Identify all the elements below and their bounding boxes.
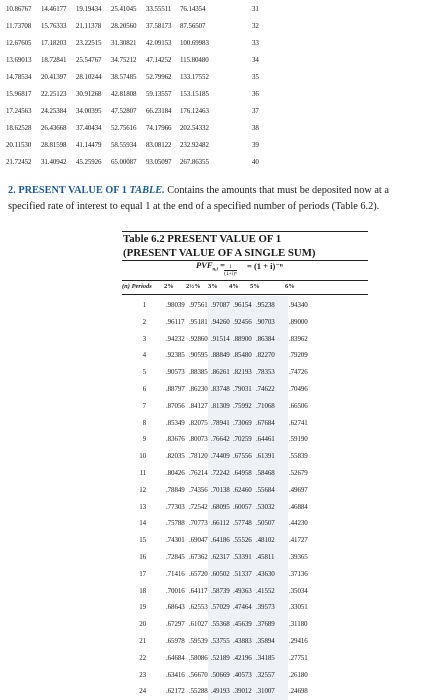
table-cell: 26.43668 <box>41 124 67 132</box>
table-row <box>0 431 422 447</box>
table-cell: .90595 <box>189 351 208 360</box>
table-cell: .90703 <box>256 317 275 326</box>
table-cell: 42.81808 <box>111 90 137 98</box>
table-cell: .60057 <box>233 502 252 511</box>
table-cell: .88797 <box>166 385 185 393</box>
table-cell: .53391 <box>233 553 252 561</box>
table-cell: 42.09153 <box>146 39 172 47</box>
table-cell: .55368 <box>211 620 230 629</box>
header-bottom-rule <box>122 294 368 295</box>
table-cell: .42196 <box>233 653 252 662</box>
table-cell: 24.25384 <box>41 107 67 115</box>
table-cell: 41.14479 <box>76 141 102 149</box>
table-cell: .82075 <box>189 418 208 427</box>
table-cell: .31007 <box>256 687 275 696</box>
formula-subscript: n,i <box>212 267 218 273</box>
continued-table-row <box>0 137 422 154</box>
table-cell: .85349 <box>166 418 185 427</box>
table-cell: 14.78534 <box>6 73 32 81</box>
table-cell: 20.41397 <box>41 73 67 81</box>
table-cell: 22.25123 <box>41 90 67 98</box>
table-cell: 17.18203 <box>41 39 67 47</box>
table-cell: .71416 <box>166 569 185 578</box>
table-cell: .88900 <box>233 334 252 343</box>
table-cell: .37136 <box>289 569 308 578</box>
period-number: 9 <box>142 435 146 444</box>
table-row <box>0 482 422 498</box>
table-cell: .62317 <box>211 553 230 561</box>
period-number: 12 <box>139 485 146 494</box>
table-cell: .76642 <box>211 435 230 444</box>
table-cell: .64684 <box>166 653 185 662</box>
table-cell: .79209 <box>289 351 308 360</box>
table-cell: .94340 <box>289 301 308 309</box>
period-number: 11 <box>139 469 146 477</box>
table-cell: .72845 <box>166 553 185 561</box>
table-cell: .80073 <box>189 435 208 444</box>
table-cell: .49193 <box>211 687 230 696</box>
table-cell: 176.12463 <box>180 107 209 115</box>
table-caption: Table 6.2 PRESENT VALUE OF 1 <box>123 233 282 245</box>
table-row <box>0 448 422 464</box>
table-cell: .47464 <box>233 603 252 612</box>
table-cell: .77303 <box>166 502 185 511</box>
table-cell: 100.69983 <box>180 39 209 47</box>
table-cell: .84127 <box>189 401 208 410</box>
table-cell: .52679 <box>289 469 308 477</box>
table-cell: .39573 <box>256 603 275 612</box>
table-cell: .35034 <box>289 586 308 595</box>
table-row <box>0 683 422 699</box>
table-cell: .75788 <box>166 519 185 528</box>
table-cell: .59190 <box>289 435 308 444</box>
table-cell: 133.17552 <box>180 73 209 81</box>
table-cell: .53755 <box>211 637 230 645</box>
table-cell: .62172 <box>166 687 185 696</box>
table-cell: 17.24563 <box>6 107 32 115</box>
table-cell: 14.46177 <box>41 5 67 13</box>
table-cell: .24698 <box>289 687 308 696</box>
table-cell: .85480 <box>233 351 252 360</box>
table-cell: .61391 <box>256 452 275 461</box>
table-cell: .45639 <box>233 620 252 629</box>
period-number: 14 <box>139 519 146 528</box>
table-cell: .35894 <box>256 637 275 645</box>
table-cell: .43883 <box>233 637 252 645</box>
period-number: 22 <box>139 653 146 662</box>
table-row <box>0 549 422 565</box>
continued-table-row <box>0 154 422 171</box>
table-cell: .67362 <box>189 553 208 561</box>
table-cell: 28.10244 <box>76 73 102 81</box>
table-cell: .86230 <box>189 385 208 393</box>
table-cell: .58739 <box>211 586 230 595</box>
table-cell: 34.00395 <box>76 107 102 115</box>
continued-table-row <box>0 86 422 103</box>
table-cell: .74622 <box>256 385 275 393</box>
table-cell: .97087 <box>211 301 230 309</box>
table-cell: 59.13557 <box>146 90 172 98</box>
section-heading <box>8 183 418 215</box>
header-rate: 2½% <box>186 283 201 290</box>
table-cell: .62741 <box>289 418 308 427</box>
table-cell: 21.11378 <box>76 22 102 30</box>
table-cell: .26180 <box>289 670 308 679</box>
section-title: PRESENT VALUE OF 1 <box>18 185 127 196</box>
table-cell: .57748 <box>233 519 252 528</box>
period-number: 34 <box>252 56 259 64</box>
table-cell: .59539 <box>189 637 208 645</box>
section-body: Contains the amounts that must be deposited now at a specified rate of interest to equal 1 at the end of a specified number of periods (Table 6.2). <box>8 185 389 212</box>
header-periods: (n) Periods <box>122 283 152 290</box>
table-cell: .87056 <box>166 401 185 410</box>
table-cell: 93.05097 <box>146 158 172 166</box>
table-cell: .48102 <box>256 536 275 545</box>
period-number: 36 <box>252 90 259 98</box>
table-row <box>0 297 422 313</box>
table-cell: .89000 <box>289 317 308 326</box>
period-number: 31 <box>252 5 259 13</box>
period-number: 40 <box>252 158 259 166</box>
table-cell: .40573 <box>233 670 252 679</box>
table-cell: .65720 <box>189 569 208 578</box>
table-row <box>0 381 422 397</box>
table-cell: .31180 <box>289 620 308 629</box>
table-cell: 12.67605 <box>6 39 32 47</box>
table-cell: .32557 <box>256 670 275 679</box>
table-cell: .94232 <box>166 334 185 343</box>
table-cell: .82035 <box>166 452 185 461</box>
table-cell: 15.76333 <box>41 22 67 30</box>
table-cell: 10.86767 <box>6 5 32 13</box>
table-cell: .43630 <box>256 569 275 578</box>
table-cell: .67297 <box>166 620 185 629</box>
table-cell: .56670 <box>189 670 208 679</box>
table-cell: .27751 <box>289 653 308 662</box>
table-cell: .70496 <box>289 385 308 393</box>
table-cell: 65.00087 <box>111 158 137 166</box>
table-cell: .70016 <box>166 586 185 595</box>
period-number: 2 <box>142 317 146 326</box>
table-cell: .41552 <box>256 586 275 595</box>
table-cell: .86384 <box>256 334 275 343</box>
table-cell: .53032 <box>256 502 275 511</box>
table-cell: 74.17966 <box>146 124 172 132</box>
table-cell: .78941 <box>211 418 230 427</box>
table-cell: .74301 <box>166 536 185 545</box>
table-cell: 19.19434 <box>76 5 102 13</box>
table-cell: .97561 <box>189 301 208 309</box>
table-cell: 23.22515 <box>76 39 102 47</box>
table-cell: .64461 <box>256 435 275 444</box>
period-number: 38 <box>252 124 259 132</box>
table-cell: 25.54767 <box>76 56 102 64</box>
table-cell: 15.96817 <box>6 90 32 98</box>
table-cell: 52.79962 <box>146 73 172 81</box>
table-cell: .46884 <box>289 502 308 511</box>
header-rate: 2% <box>164 283 174 290</box>
period-number: 13 <box>139 502 146 511</box>
table-cell: .78353 <box>256 368 275 377</box>
period-number: 6 <box>142 385 146 393</box>
table-cell: .33051 <box>289 603 308 612</box>
period-number: 7 <box>142 401 146 410</box>
table-cell: .51337 <box>233 569 252 578</box>
table-cell: 76.14354 <box>180 5 206 13</box>
table-cell: .82270 <box>256 351 275 360</box>
table-cell: 20.11530 <box>6 141 32 149</box>
formula-numerator: 1 <box>224 264 237 271</box>
header-rate: 3% <box>208 283 218 290</box>
table-cell: .70138 <box>211 485 230 494</box>
table-row <box>0 415 422 431</box>
table-cell: .88385 <box>189 368 208 377</box>
table-cell: .55684 <box>256 485 275 494</box>
period-number: 3 <box>142 334 146 343</box>
table-cell: .50507 <box>256 519 275 528</box>
table-cell: 21.72452 <box>6 158 32 166</box>
period-number: 37 <box>252 107 259 115</box>
continued-table-row <box>0 52 422 69</box>
table-cell: .65978 <box>166 637 185 645</box>
table-cell: .49697 <box>289 485 308 494</box>
continued-table <box>0 0 422 172</box>
table-cell: 37.40434 <box>76 124 102 132</box>
period-number: 32 <box>252 22 259 30</box>
table-cell: .92456 <box>233 317 252 326</box>
table-cell: .55526 <box>233 536 252 545</box>
table-cell: .55839 <box>289 452 308 461</box>
table-cell: .94260 <box>211 317 230 326</box>
table-cell: 28.81598 <box>41 141 67 149</box>
continued-table-row <box>0 1 422 18</box>
table-cell: .39012 <box>233 687 252 696</box>
table-cell: .72242 <box>211 469 230 477</box>
table-cell: .60502 <box>211 569 230 578</box>
table-cell: .88849 <box>211 351 230 360</box>
table-cell: .78120 <box>189 452 208 461</box>
formula-fraction <box>224 264 237 277</box>
period-number: 19 <box>139 603 146 612</box>
table-cell: .92385 <box>166 351 185 360</box>
table-cell: .71068 <box>256 401 275 410</box>
formula-denominator: (1+i)ⁿ <box>224 271 237 277</box>
table-cell: .64117 <box>189 586 208 595</box>
table-cell: 33.55511 <box>146 5 172 13</box>
table-cell: .91514 <box>211 334 230 343</box>
table-cell: .41727 <box>289 536 308 545</box>
header-rate: 5% <box>250 283 260 290</box>
table-row <box>0 650 422 666</box>
table-cell: .57029 <box>211 603 230 612</box>
table-cell: .74726 <box>289 368 308 377</box>
table-cell: 58.55934 <box>111 141 137 149</box>
table-cell: .95181 <box>189 317 208 326</box>
table-cell: 18.72841 <box>41 56 67 64</box>
table-cell: 83.08122 <box>146 141 172 149</box>
table-cell: .49363 <box>233 586 252 595</box>
table-cell: .68095 <box>211 502 230 511</box>
table-cell: 87.56507 <box>180 22 206 30</box>
table-cell: 47.52807 <box>111 107 137 115</box>
period-number: 5 <box>142 368 146 377</box>
table-cell: .72542 <box>189 502 208 511</box>
table-cell: .58468 <box>256 469 275 477</box>
table-row <box>0 566 422 582</box>
table-cell: .83676 <box>166 435 185 444</box>
table-cell: .86261 <box>211 368 230 377</box>
header-rate: 4% <box>229 283 239 290</box>
period-number: 39 <box>252 141 259 149</box>
table-cell: .69047 <box>189 536 208 545</box>
continued-table-row <box>0 120 422 137</box>
table-cell: .62553 <box>189 603 208 612</box>
table-row <box>0 532 422 548</box>
table-cell: .62460 <box>233 485 252 494</box>
table-cell: 267.86355 <box>180 158 209 166</box>
table-cell: .61027 <box>189 620 208 629</box>
table-cell: 31.40942 <box>41 158 67 166</box>
table-cell: .66112 <box>211 519 230 528</box>
continued-table-row <box>0 69 422 86</box>
table-cell: .39365 <box>289 553 308 561</box>
period-number: 23 <box>139 670 146 679</box>
header-rate: 6% <box>285 283 295 290</box>
table-cell: .66506 <box>289 401 308 410</box>
table-cell: 52.75616 <box>111 124 137 132</box>
table-cell: .64186 <box>211 536 230 545</box>
continued-table-row <box>0 103 422 120</box>
table-cell: 18.62528 <box>6 124 32 132</box>
table-cell: .52189 <box>211 653 230 662</box>
table-row <box>0 599 422 615</box>
table-cell: .96154 <box>233 301 252 309</box>
section-number: 2. <box>8 185 16 196</box>
table-row <box>0 583 422 599</box>
period-number: 24 <box>139 687 146 696</box>
table-cell: .73069 <box>233 418 252 427</box>
section-table-word: TABLE. <box>129 185 165 196</box>
table-cell: .55288 <box>189 687 208 696</box>
table-cell: .98039 <box>166 301 185 309</box>
table-cell: .67556 <box>233 452 252 461</box>
table-cell: .76214 <box>189 469 208 477</box>
table-cell: .50669 <box>211 670 230 679</box>
table-cell: 30.91268 <box>76 90 102 98</box>
table-cell: 232.92482 <box>180 141 209 149</box>
table-cell: .75992 <box>233 401 252 410</box>
table-cell: .83962 <box>289 334 308 343</box>
table-cell: .83748 <box>211 385 230 393</box>
table-cell: .68643 <box>166 603 185 612</box>
table-row <box>0 331 422 347</box>
table-cell: .81309 <box>211 401 230 410</box>
table-cell: .58086 <box>189 653 208 662</box>
table-row <box>0 667 422 683</box>
table-cell: .90573 <box>166 368 185 377</box>
table-row <box>0 515 422 531</box>
table-cell: .64958 <box>233 469 252 477</box>
table-cell: .79031 <box>233 385 252 393</box>
table-cell: .78849 <box>166 485 185 494</box>
table-row <box>0 465 422 481</box>
table-row <box>0 347 422 363</box>
period-number: 35 <box>252 73 259 81</box>
table-cell: 28.20560 <box>111 22 137 30</box>
table-cell: .96117 <box>166 317 185 326</box>
table-cell: 153.15185 <box>180 90 209 98</box>
table-cell: .80426 <box>166 469 185 477</box>
table-cell: .63416 <box>166 670 185 679</box>
table-cell: .82193 <box>233 368 252 377</box>
table-cell: .44230 <box>289 519 308 528</box>
header-top-rule <box>122 280 368 281</box>
period-number: 21 <box>139 637 146 645</box>
period-number: 17 <box>139 569 146 578</box>
table-cell: .37689 <box>256 620 275 629</box>
table-cell: 66.23184 <box>146 107 172 115</box>
table-cell: 47.14252 <box>146 56 172 64</box>
table-cell: .29416 <box>289 637 308 645</box>
table-row <box>0 398 422 414</box>
table-cell: 202.54332 <box>180 124 209 132</box>
table-row <box>0 364 422 380</box>
caption-bottom-rule <box>122 260 368 261</box>
period-number: 10 <box>139 452 146 461</box>
table-row <box>0 616 422 632</box>
table-cell: .34185 <box>256 653 275 662</box>
formula-rhs: = (1 + i)⁻ⁿ <box>247 261 283 271</box>
period-number: 1 <box>142 301 146 309</box>
period-number: 15 <box>139 536 146 545</box>
table-cell: 115.80480 <box>180 56 209 64</box>
table-cell: 38.57485 <box>111 73 137 81</box>
table-cell: 13.69013 <box>6 56 32 64</box>
table-cell: .95238 <box>256 301 275 309</box>
period-number: 16 <box>139 553 146 561</box>
table-row <box>0 633 422 649</box>
table-cell: 34.75212 <box>111 56 137 64</box>
table-cell: .92860 <box>189 334 208 343</box>
table-cell: .70259 <box>233 435 252 444</box>
table-cell: .70773 <box>189 519 208 528</box>
table-row <box>0 314 422 330</box>
table-cell: 25.41045 <box>111 5 137 13</box>
table-cell: .67684 <box>256 418 275 427</box>
table-cell: .74356 <box>189 485 208 494</box>
formula-lhs: $PVF_{n,i}$ = <box>196 260 225 273</box>
table-cell: 31.30821 <box>111 39 137 47</box>
continued-table-row <box>0 35 422 52</box>
period-number: 20 <box>139 620 146 629</box>
table-cell: .45811 <box>256 553 275 561</box>
period-number: 33 <box>252 39 259 47</box>
period-number: 4 <box>142 351 146 360</box>
table-cell: 11.73708 <box>6 22 32 30</box>
period-number: 8 <box>142 418 146 427</box>
table-row <box>0 499 422 515</box>
table-subcaption: (PRESENT VALUE OF A SINGLE SUM) <box>123 247 316 259</box>
period-number: 18 <box>139 586 146 595</box>
continued-table-row <box>0 18 422 35</box>
table-cell: 45.25926 <box>76 158 102 166</box>
table-cell: .74409 <box>211 452 230 461</box>
table-cell: 37.58173 <box>146 22 172 30</box>
